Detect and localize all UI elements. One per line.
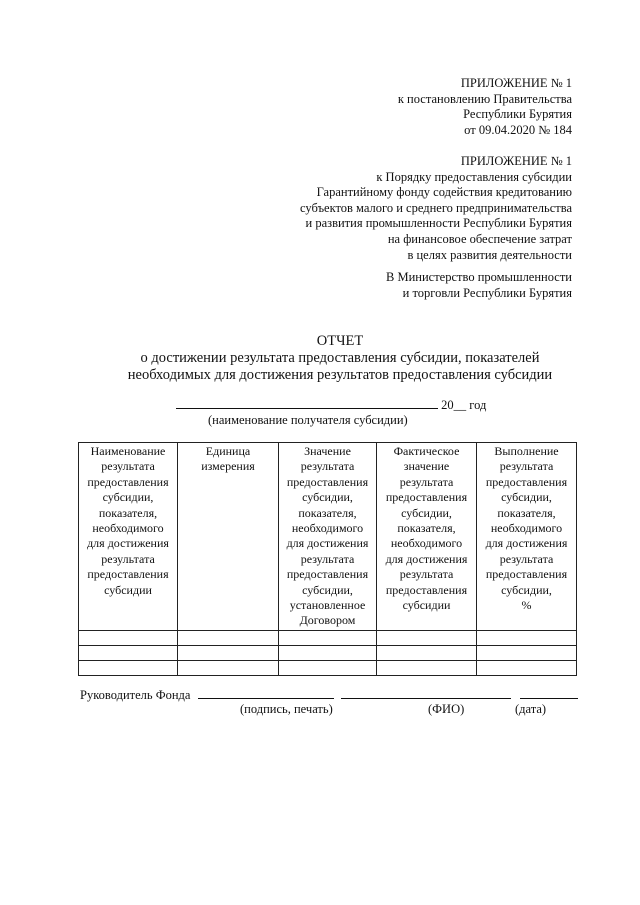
table-row bbox=[79, 645, 577, 660]
report-year: 20__ год bbox=[441, 398, 487, 412]
appendix-1-header bbox=[398, 76, 572, 138]
appendix-1-line: от 09.04.2020 № 184 bbox=[464, 122, 572, 137]
header-completion-percent: Выполнение результата предоставления субсидии, показателя, необходимого для достижения результата предоставления субсидии, % bbox=[477, 443, 577, 631]
appendix-1-line: Республики Бурятия bbox=[463, 107, 572, 122]
recipient-name-blank[interactable] bbox=[176, 396, 438, 409]
report-title-block bbox=[0, 332, 640, 384]
table-cell[interactable] bbox=[477, 630, 577, 645]
report-subtitle-line-1: о достижении результата предоставления субсидии, показателей bbox=[140, 350, 540, 366]
addressee-block bbox=[386, 270, 572, 301]
table-cell[interactable] bbox=[279, 630, 377, 645]
appendix-2-line: ПРИЛОЖЕНИЕ № 1 bbox=[460, 154, 572, 168]
report-table bbox=[78, 442, 577, 676]
appendix-2-line: и развития промышленности Республики Бурятия bbox=[305, 216, 572, 231]
table-cell[interactable] bbox=[377, 630, 477, 645]
table-cell[interactable] bbox=[477, 645, 577, 660]
addressee-line: и торговли Республики Бурятия bbox=[402, 285, 572, 300]
table-cell[interactable] bbox=[377, 645, 477, 660]
table-cell[interactable] bbox=[79, 660, 178, 675]
appendix-1-line: ПРИЛОЖЕНИЕ № 1 bbox=[460, 76, 572, 90]
table-cell[interactable] bbox=[279, 660, 377, 675]
table-cell[interactable] bbox=[477, 660, 577, 675]
signature-blank[interactable] bbox=[198, 686, 334, 699]
addressee-line: В Министерство промышленности bbox=[386, 270, 572, 284]
report-subtitle-line-2: необходимых для достижения результатов предоставления субсидии bbox=[127, 367, 553, 383]
caption-signature: (подпись, печать) bbox=[240, 702, 333, 716]
table-cell[interactable] bbox=[79, 645, 178, 660]
table-cell[interactable] bbox=[178, 630, 279, 645]
report-title: ОТЧЕТ bbox=[316, 333, 364, 349]
table-cell[interactable] bbox=[178, 660, 279, 675]
signature-label: Руководитель Фонда bbox=[80, 688, 191, 702]
name-blank[interactable] bbox=[341, 686, 511, 699]
appendix-2-line: на финансовое обеспечение затрат bbox=[387, 231, 572, 246]
header-unit: Единица измерения bbox=[178, 443, 279, 631]
appendix-1-line: к постановлению Правительства bbox=[397, 91, 572, 106]
date-blank[interactable] bbox=[520, 686, 578, 699]
table-row bbox=[79, 660, 577, 675]
appendix-2-line: в целях развития деятельности bbox=[407, 247, 572, 262]
header-actual-value: Фактическое значение результата предоставления субсидии, показателя, необходимого для достижения результата предоставления субсидии bbox=[377, 443, 477, 631]
caption-full-name: (ФИО) bbox=[428, 702, 465, 716]
caption-date: (дата) bbox=[515, 702, 547, 716]
table-cell[interactable] bbox=[377, 660, 477, 675]
appendix-2-header bbox=[300, 154, 572, 263]
recipient-caption: (наименование получателя субсидии) bbox=[208, 413, 408, 427]
recipient-line bbox=[176, 396, 486, 413]
appendix-2-line: Гарантийному фонду содействия кредитованию bbox=[316, 185, 572, 200]
appendix-2-line: к Порядку предоставления субсидии bbox=[376, 169, 572, 184]
signature-line bbox=[80, 686, 578, 703]
table-header-row bbox=[79, 443, 577, 631]
header-result-name: Наименование результата предоставления субсидии, показателя, необходимого для достижения результата предоставления субсидии bbox=[79, 443, 178, 631]
table-row bbox=[79, 630, 577, 645]
appendix-2-line: субъектов малого и среднего предпринимательства bbox=[300, 200, 572, 215]
header-planned-value: Значение результата предоставления субсидии, показателя, необходимого для достижения результата предоставления субсидии, установленное Договором bbox=[279, 443, 377, 631]
table-cell[interactable] bbox=[79, 630, 178, 645]
table-cell[interactable] bbox=[178, 645, 279, 660]
table-cell[interactable] bbox=[279, 645, 377, 660]
